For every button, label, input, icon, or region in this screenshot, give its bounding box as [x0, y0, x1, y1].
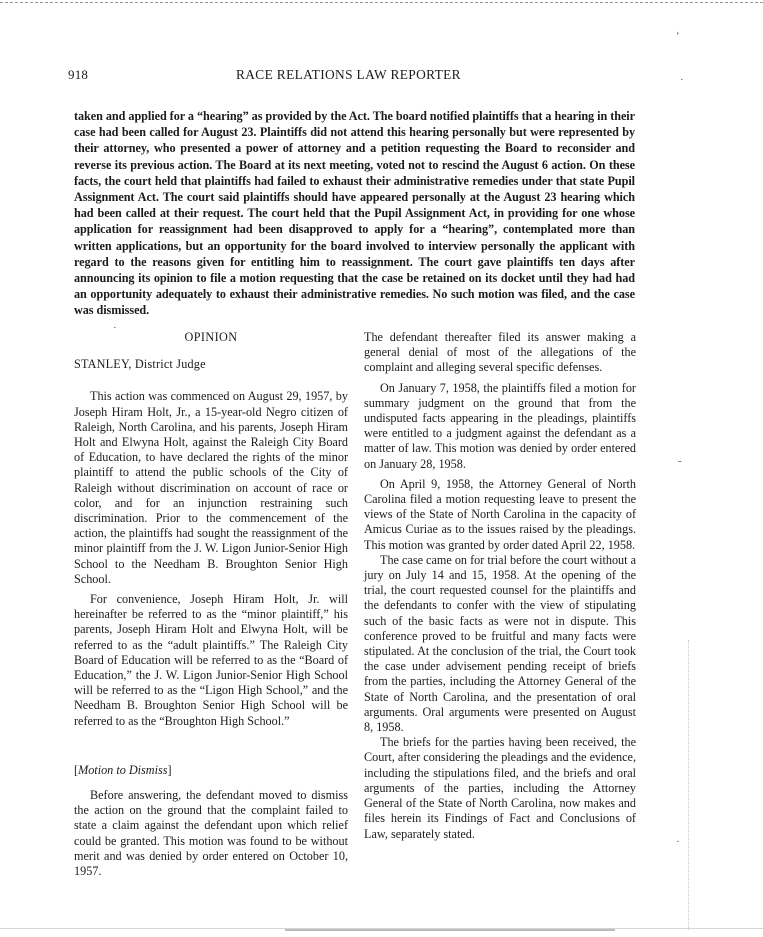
page-number: 918: [68, 67, 89, 82]
opinion-paragraph: The case came on for trial before the court without a jury on July 14 and 15, 1958. At the opening of the trial, the court requested counsel for the plaintiffs and the defendants to confer with the view of stipulating such of the basic facts as were not in dispute. This conference proved to be fruitful and many facts were stipulated. At the conclusion of the trial, the Court took the case under advisement pending receipt of briefs from the parties, including the Attorney General of the State of North Carolina, and the presentation of oral arguments. Oral arguments were presented on August 8, 1958.: [364, 552, 636, 735]
judge-name: STANLEY, District Judge: [74, 357, 206, 372]
section-heading-text: Motion to Dismiss: [78, 762, 168, 777]
case-synopsis: taken and applied for a “hearing” as provided by the Act. The board notified plaintiffs that a hearing in their case had been called for August 23. Plaintiffs did not attend this hearing personally but were represented by their attorney, who presented a power of attorney and a petition requesting the Board to reconsider and reverse its previous action. The Board at its next meeting, voted not to rescind the August 6 action. On these facts, the court held that plaintiffs had failed to exhaust their administrative remedies under that state Pupil Assignment Act. The court said plaintiffs should have appeared personally at the August 23 hearing which had been called at their request. The court held that the Pupil Assignment Act, in providing for one whose application for reassignment had been disapproved to apply for a “hearing”, contemplated more than written applications, but an opportunity for the board involved to interview personally the applicant with regard to the reasons given for entitling him to reassignment. The court gave plaintiffs ten days after announcing its opinion to file a motion requesting that the case be retained on its docket until they had had an opportunity adequately to exhaust their administrative remedies. No such motion was filed, and the case was dismissed.: [74, 109, 635, 318]
opinion-paragraph: This action was commenced on August 29, 1957, by Joseph Hiram Holt, Jr., a 15-year-old Negro citizen of Raleigh, North Carolina, and his parents, Joseph Hiram Holt and Elwyna Holt, against the Raleigh City Board of Education, to have declared the rights of the minor plaintiff to attend the public schools of the City of Raleigh without discrimination on account of race or color, and for an injunction restraining such discrimination. Prior to the commencement of the action, the plaintiffs had sought the reassignment of the minor plaintiff from the J. W. Ligon Junior-Senior High School to the Needham B. Broughton Senior High School.: [74, 389, 348, 586]
scan-speck: ·: [680, 74, 684, 86]
opinion-paragraph: On April 9, 1958, the Attorney General of North Carolina filed a motion requesting leave to present the views of the State of North Carolina in the capacity of Amicus Curiae as to the issues raised by the pleadings. This motion was granted by order dated April 22, 1958.: [364, 476, 636, 552]
right-column: [364, 330, 636, 842]
opinion-paragraph: The briefs for the parties having been received, the Court, after considering the pleadings and the evidence, including the stipulations filed, and the briefs and oral arguments of the parties, including the Attorney General of the State of North Carolina, now makes and files herein its Findings of Fact and Conclusions of Law, separately stated.: [364, 735, 636, 841]
scan-speck: ·: [676, 836, 680, 848]
scan-speck: ·: [113, 322, 117, 334]
opinion-paragraph: Before answering, the defendant moved to dismiss the action on the ground that the complaint failed to state a claim against the defendant upon which relief could be granted. This motion was found to be without merit and was denied by order entered on October 10, 1957.: [74, 788, 348, 879]
scan-edge-line: [688, 640, 689, 930]
opinion-paragraph: On January 7, 1958, the plaintiffs filed a motion for summary judgment on the ground that from the undisputed facts appearing in the pleadings, plaintiffs were entitled to a judgment against the defendant as a matter of law. This motion was denied by order entered on January 28, 1958.: [364, 380, 636, 471]
scan-top-edge: [0, 2, 763, 3]
opinion-heading: OPINION: [184, 330, 238, 344]
opinion-paragraph: The defendant thereafter filed its answer making a general denial of most of the allegations of the complaint and alleging several specific defenses.: [364, 330, 636, 375]
left-column: [74, 330, 348, 879]
scan-bottom-shadow: [285, 929, 615, 931]
section-heading: [Motion to Dismiss]: [74, 762, 172, 777]
opinion-paragraph: For convenience, Joseph Hiram Holt, Jr. will hereinafter be referred to as the “minor plaintiff,” his parents, Joseph Hiram Holt and Elwyna Holt, will be referred to as the “adult plaintiffs.” The Raleigh City Board of Education will be referred to as the “Board of Education,” the J. W. Ligon Junior-Senior High School will be referred to as the “Ligon High School,” and the Needham B. Broughton Senior High School will be referred to as the “Broughton High School.”: [74, 592, 348, 728]
scan-speck: ‘: [676, 30, 680, 42]
scan-speck: -: [678, 455, 682, 467]
running-head: RACE RELATIONS LAW REPORTER: [236, 67, 461, 82]
